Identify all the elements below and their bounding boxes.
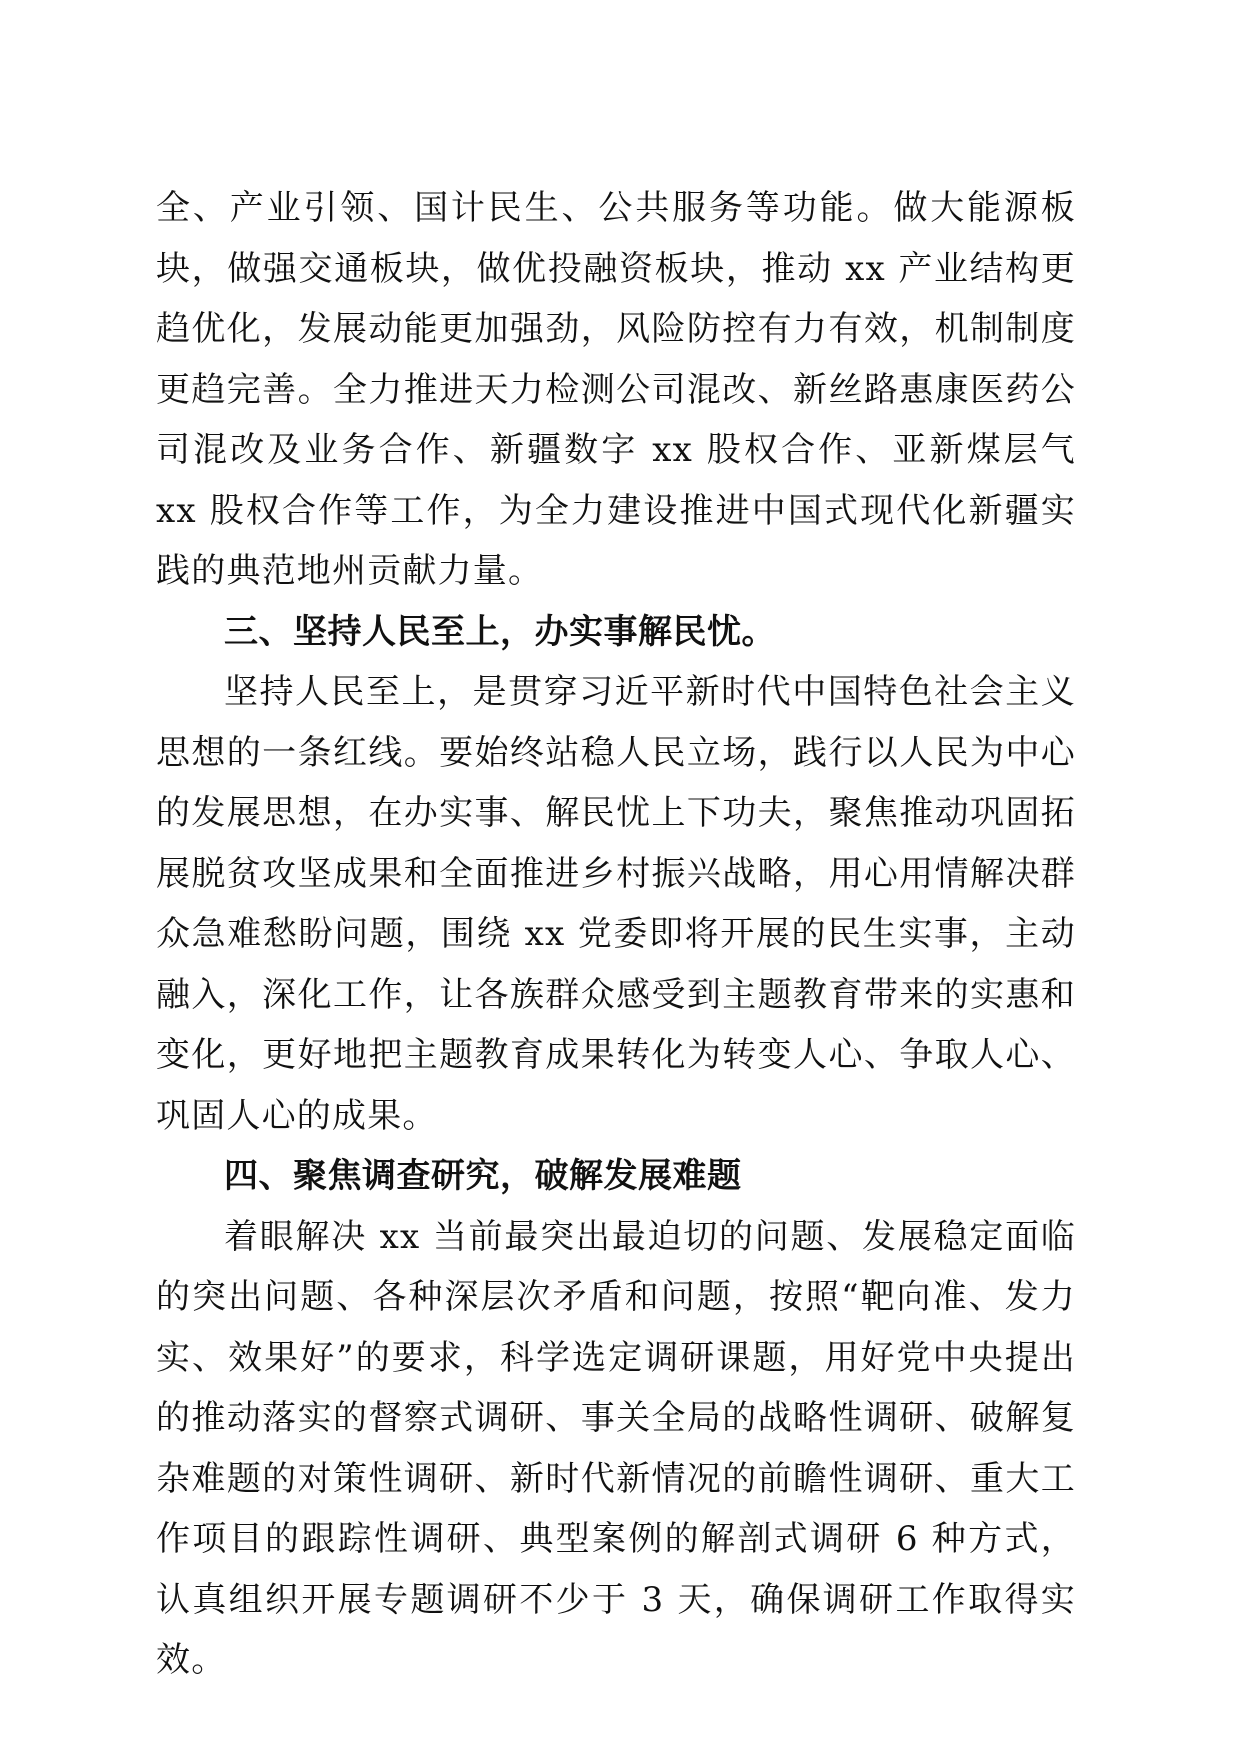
paragraph-section-4: 着眼解决 xx 当前最突出最迫切的问题、发展稳定面临的突出问题、各种深层次矛盾和问题，按照“靶向准、发力实、效果好”的要求，科学选定调研课题，用好党中央提出的推动落实的督察式调研、事关全局的战略性调研、破解复杂难题的对策性调研、新时代新情况的前瞻性调研、重大工作项目的跟踪性调研、典型案例的解剖式调研 6 种方式，认真组织开展专题调研不少于 3 天，确保调研工作取得实效。	[156, 1216, 1076, 1680]
section-heading-4: 四、聚焦调查研究，破解发展难题	[224, 1156, 742, 1196]
paragraph-section-3: 坚持人民至上，是贯穿习近平新时代中国特色社会主义思想的一条红线。要始终站稳人民立场，践行以人民为中心的发展思想，在办实事、解民忧上下功夫，聚焦推动巩固拓展脱贫攻坚成果和全面推进乡村振兴战略，用心用情解决群众急难愁盼问题，围绕 xx 党委即将开展的民生实事，主动融入，深化工作，让各族群众感受到主题教育带来的实惠和变化，更好地把主题教育成果转化为转变人心、争取人心、巩固人心的成果。	[156, 672, 1076, 1136]
paragraph-continuation: 全、产业引领、国计民生、公共服务等功能。做大能源板块，做强交通板块，做优投融资板块，推动 xx 产业结构更趋优化，发展动能更加强劲，风险防控有力有效，机制制度更趋完善。全力推进天力检测公司混改、新丝路惠康医药公司混改及业务合作、新疆数字 xx 股权合作、亚新煤层气 xx 股权合作等工作，为全力建设推进中国式现代化新疆实践的典范地州贡献力量。	[156, 188, 1076, 591]
document-page	[156, 178, 1076, 1691]
section-heading-3: 三、坚持人民至上，办实事解民忧。	[224, 611, 776, 652]
